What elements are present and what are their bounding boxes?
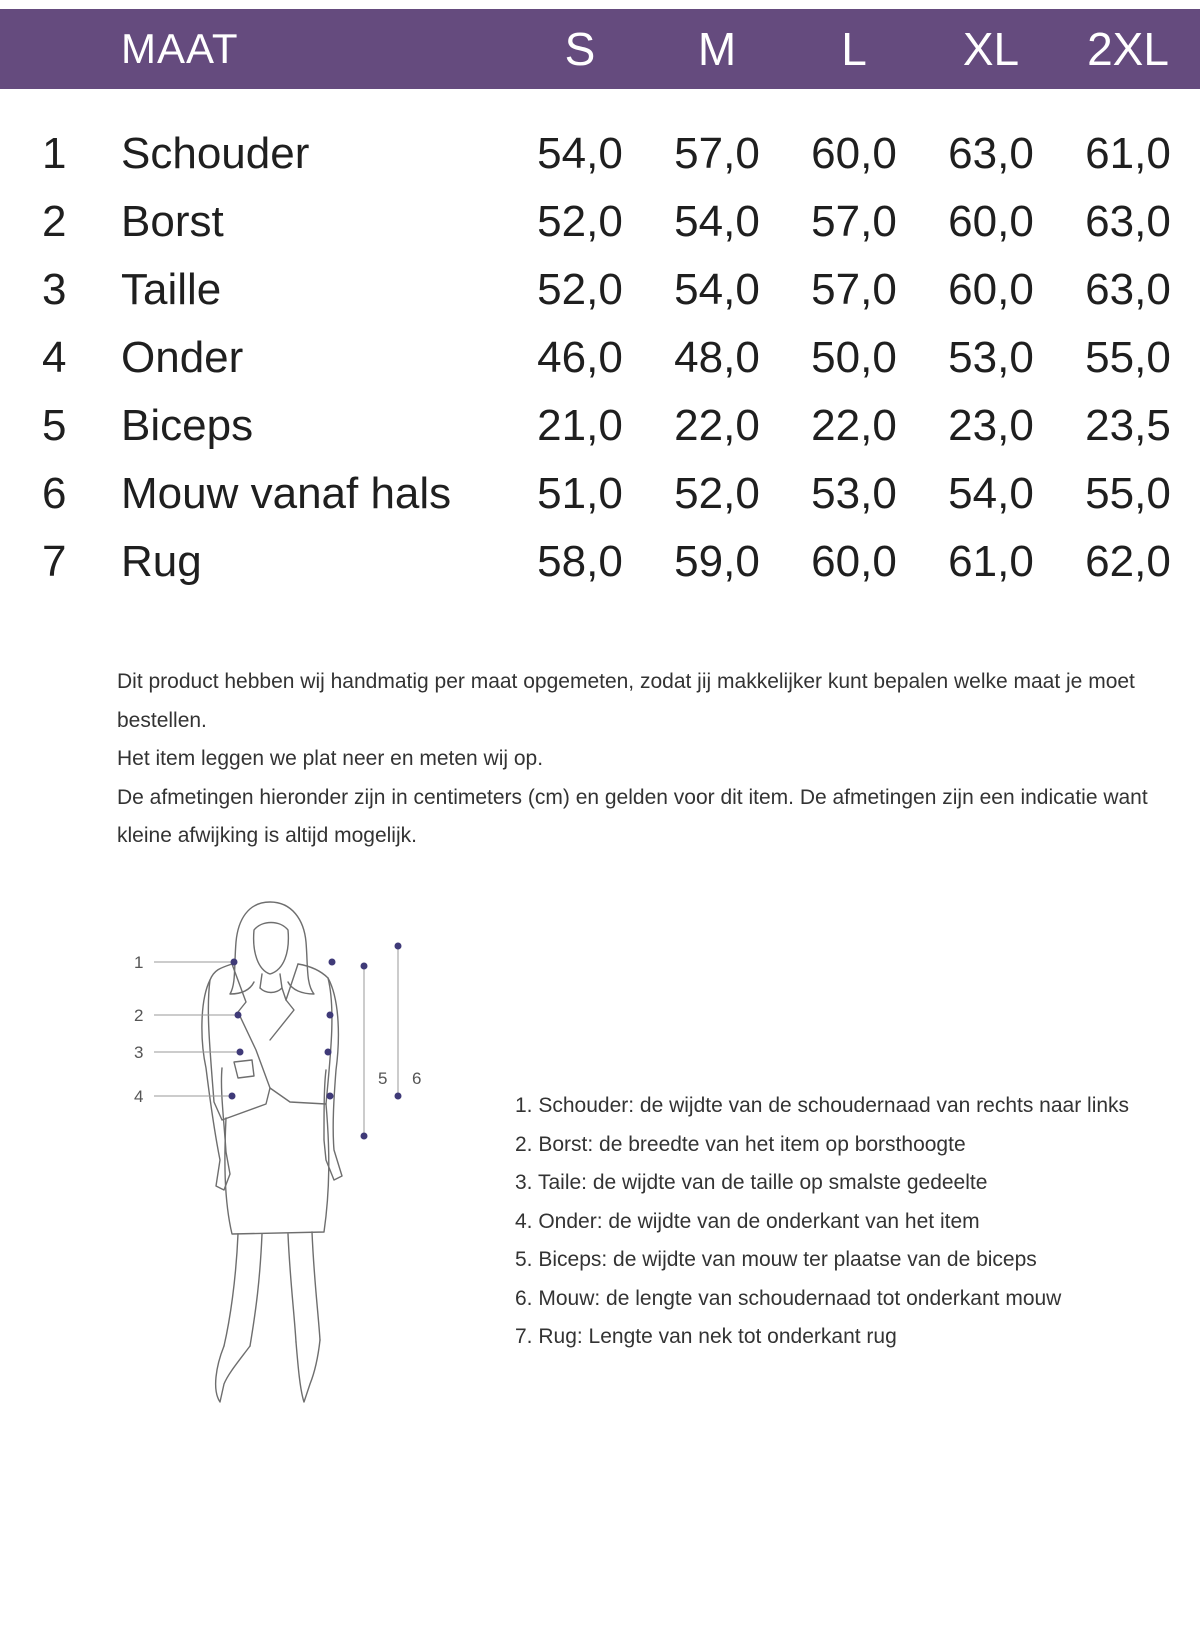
- figure-label-1: 1: [134, 953, 144, 972]
- measure-dot: [327, 1012, 334, 1019]
- legend-item: 1. Schouder: de wijdte van de schoudernaad van rechts naar links: [515, 1094, 1130, 1117]
- cell-value: 57,0: [811, 265, 897, 314]
- row-number: 5: [42, 401, 67, 450]
- row-number: 3: [42, 265, 67, 314]
- measure-dot: [395, 943, 402, 950]
- cell-value: 23,0: [948, 401, 1034, 450]
- legs-outline: [224, 1232, 320, 1346]
- row-label: Mouw vanaf hals: [121, 469, 452, 518]
- row-number: 1: [42, 129, 67, 178]
- shoes-outline: [216, 1340, 320, 1402]
- cell-value: 60,0: [948, 197, 1034, 246]
- table-row: [0, 192, 1200, 252]
- cell-value: 55,0: [1085, 333, 1171, 382]
- table-row: [0, 532, 1200, 592]
- cell-value: 23,5: [1085, 401, 1171, 450]
- row-number: 7: [42, 537, 67, 586]
- measurement-description: [117, 663, 1192, 856]
- measure-dot: [229, 1093, 236, 1100]
- measurement-figure: [120, 890, 450, 1450]
- table-row: [0, 464, 1200, 524]
- figure-label-6: 6: [412, 1069, 422, 1088]
- cell-value: 61,0: [948, 537, 1034, 586]
- header-size-xl: XL: [962, 23, 1020, 75]
- cell-value: 55,0: [1085, 469, 1171, 518]
- cell-value: 54,0: [674, 197, 760, 246]
- description-paragraph: De afmetingen hieronder zijn in centimeters (cm) en gelden voor dit item. De afmetingen zijn een indicatie want kleine afwijking is altijd mogelijk.: [117, 785, 1148, 847]
- cell-value: 60,0: [811, 537, 897, 586]
- row-label: Biceps: [121, 401, 254, 450]
- description-paragraph: Dit product hebben wij handmatig per maat opgemeten, zodat jij makkelijker kunt bepalen welke maat je moet bestellen.: [117, 670, 1135, 732]
- cell-value: 59,0: [674, 537, 760, 586]
- measure-dot: [235, 1012, 242, 1019]
- row-label: Rug: [121, 537, 202, 586]
- left-arm-outline: [202, 980, 230, 1190]
- legend-item: 2. Borst: de breedte van het item op borsthoogte: [515, 1132, 966, 1156]
- cell-value: 57,0: [811, 197, 897, 246]
- size-table-header: [0, 9, 1200, 89]
- table-row: [0, 328, 1200, 388]
- skirt-outline: [225, 1104, 329, 1234]
- header-maat-label: MAAT: [121, 25, 239, 72]
- cell-value: 57,0: [674, 129, 760, 178]
- legend-item: 6. Mouw: de lengte van schoudernaad tot onderkant mouw: [515, 1286, 1062, 1310]
- cell-value: 52,0: [674, 469, 760, 518]
- row-number: 4: [42, 333, 67, 382]
- legend-item: 3. Taile: de wijdte van de taille op smalste gedeelte: [515, 1171, 988, 1194]
- header-size-l: L: [841, 23, 867, 75]
- measurement-legend: [515, 1087, 1195, 1357]
- header-size-2xl: 2XL: [1087, 23, 1169, 75]
- measure-dot: [327, 1093, 334, 1100]
- row-label: Borst: [121, 197, 224, 246]
- cell-value: 21,0: [537, 401, 623, 450]
- cell-value: 53,0: [948, 333, 1034, 382]
- cell-value: 46,0: [537, 333, 623, 382]
- cell-value: 63,0: [1085, 197, 1171, 246]
- cell-value: 61,0: [1085, 129, 1171, 178]
- measure-dot: [329, 959, 336, 966]
- hair-outline: [230, 902, 314, 994]
- cell-value: 54,0: [537, 129, 623, 178]
- cell-value: 54,0: [674, 265, 760, 314]
- header-size-m: M: [697, 23, 737, 75]
- cell-value: 54,0: [948, 469, 1034, 518]
- row-number: 2: [42, 197, 67, 246]
- cell-value: 53,0: [811, 469, 897, 518]
- figure-label-4: 4: [134, 1087, 144, 1106]
- figure-label-3: 3: [134, 1043, 144, 1062]
- row-number: 6: [42, 469, 67, 518]
- cell-value: 63,0: [948, 129, 1034, 178]
- header-size-s: S: [564, 23, 596, 75]
- face-outline: [254, 923, 289, 975]
- measure-dot: [237, 1049, 244, 1056]
- row-label: Onder: [121, 333, 244, 382]
- cell-value: 22,0: [811, 401, 897, 450]
- legend-item: 4. Onder: de wijdte van de onderkant van het item: [515, 1209, 980, 1233]
- legend-item: 7. Rug: Lengte van nek tot onderkant rug: [515, 1325, 897, 1348]
- description-paragraph: Het item leggen we plat neer en meten wij op.: [117, 747, 544, 770]
- cell-value: 60,0: [948, 265, 1034, 314]
- figure-label-2: 2: [134, 1006, 144, 1025]
- figure-label-5: 5: [378, 1069, 388, 1088]
- measure-dot: [325, 1049, 332, 1056]
- row-label: Taille: [121, 265, 222, 314]
- measure-dot: [361, 1133, 368, 1140]
- cell-value: 62,0: [1085, 537, 1171, 586]
- measure-dot: [395, 1093, 402, 1100]
- right-arm-outline: [324, 978, 342, 1180]
- cell-value: 60,0: [811, 129, 897, 178]
- inner-top-outline: [260, 988, 286, 1000]
- cell-value: 22,0: [674, 401, 760, 450]
- cell-value: 48,0: [674, 333, 760, 382]
- cell-value: 58,0: [537, 537, 623, 586]
- row-label: Schouder: [121, 129, 310, 178]
- cell-value: 52,0: [537, 197, 623, 246]
- legend-item: 5. Biceps: de wijdte van mouw ter plaatse van de biceps: [515, 1248, 1037, 1271]
- table-row: [0, 260, 1200, 320]
- cell-value: 63,0: [1085, 265, 1171, 314]
- measure-dot: [231, 959, 238, 966]
- cell-value: 51,0: [537, 469, 623, 518]
- measure-dot: [361, 963, 368, 970]
- jacket-outline: [208, 964, 332, 1120]
- cell-value: 52,0: [537, 265, 623, 314]
- table-row: [0, 124, 1200, 184]
- neck-outline: [260, 974, 282, 988]
- cell-value: 50,0: [811, 333, 897, 382]
- pocket-outline: [234, 1060, 254, 1078]
- table-row: [0, 396, 1200, 456]
